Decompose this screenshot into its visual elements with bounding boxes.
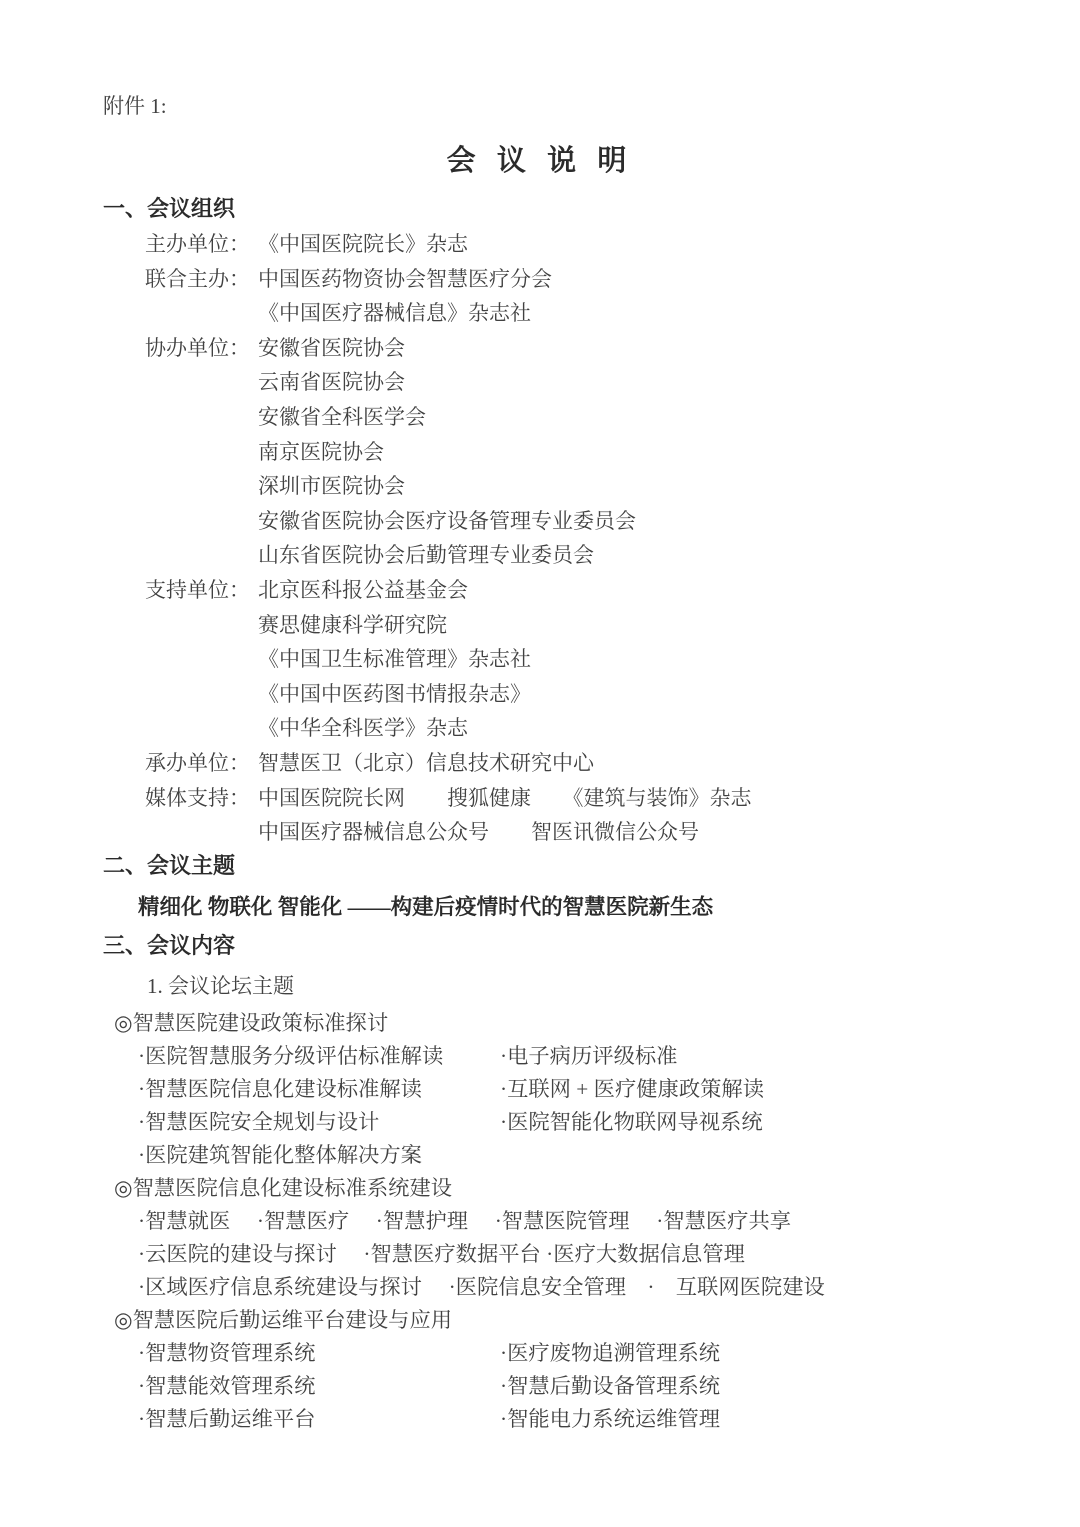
conference-theme: 精细化 物联化 智能化 ——构建后疫情时代的智慧医院新生态 — [138, 894, 714, 919]
topic-item — [500, 1139, 1080, 1172]
topic-item: ·医疗废物追溯管理系统 — [500, 1340, 721, 1365]
organization-list — [145, 227, 1080, 850]
organizer-name: 智慧医卫（北京）信息技术研究中心 — [258, 750, 594, 775]
section-content — [0, 933, 1080, 1436]
topic-item: ·智慧后勤设备管理系统 — [500, 1373, 721, 1398]
topic-item: ·智能电力系统运维管理 — [500, 1406, 721, 1431]
section-organization — [0, 196, 1080, 850]
organizer-row — [145, 227, 1080, 262]
organizer-name: 《中国中医药图书情报杂志》 — [258, 681, 531, 706]
topic-item: ·智慧医院安全规划与设计 — [138, 1109, 380, 1134]
topic-group — [114, 1007, 1080, 1172]
organizer-name: 《中华全科医学》杂志 — [258, 716, 468, 741]
organizer-name: 北京医科报公益基金会 — [258, 577, 468, 602]
organizer-values — [258, 746, 1080, 781]
organizer-name: 安徽省全科医学会 — [258, 404, 426, 429]
topic-row — [138, 1106, 1080, 1139]
organizer-name: 深圳市医院协会 — [258, 474, 405, 499]
topic-groups — [114, 1007, 1080, 1436]
organizer-values — [258, 573, 1080, 746]
organizer-row — [145, 262, 1080, 331]
organizer-values — [258, 262, 1080, 331]
topic-row — [138, 1403, 1080, 1436]
organizer-name: 安徽省医院协会 — [258, 335, 405, 360]
topic-row: ·云医院的建设与探讨 ·智慧医疗数据平台 ·医疗大数据信息管理 — [138, 1241, 745, 1266]
organizer-name: 安徽省医院协会医疗设备管理专业委员会 — [258, 508, 636, 533]
organizer-row — [145, 573, 1080, 746]
topic-row — [138, 1337, 1080, 1370]
section-theme — [0, 853, 1080, 925]
topic-row: ·智慧就医 ·智慧医疗 ·智慧护理 ·智慧医院管理 ·智慧医疗共享 — [138, 1208, 792, 1233]
organizer-role-label: 承办单位： — [145, 750, 250, 775]
topic-item: ·电子病历评级标准 — [500, 1043, 678, 1068]
topic-item: ·智慧后勤运维平台 — [138, 1406, 316, 1431]
organizer-name: 《中国卫生标准管理》杂志社 — [258, 647, 531, 672]
topic-row — [138, 1370, 1080, 1403]
topic-item: ·智慧医院信息化建设标准解读 — [138, 1076, 422, 1101]
organizer-values — [258, 781, 1080, 850]
organizer-role-label: 联合主办： — [145, 266, 250, 291]
topic-item: ·医院智能化物联网导视系统 — [500, 1109, 763, 1134]
theme-heading: 二、会议主题 — [103, 852, 236, 878]
topic-row — [138, 1139, 1080, 1172]
organizer-name: 云南省医院协会 — [258, 370, 405, 395]
topic-item: ·医院智慧服务分级评估标准解读 — [138, 1043, 444, 1068]
topic-item: ·互联网 + 医疗健康政策解读 — [500, 1076, 765, 1101]
organizer-values — [258, 227, 1080, 262]
topic-group-title: ◎智慧医院后勤运维平台建设与应用 — [114, 1307, 453, 1332]
organization-heading: 一、会议组织 — [103, 196, 236, 221]
organizer-row — [145, 331, 1080, 573]
topic-row — [138, 1073, 1080, 1106]
attachment-label: 附件 1: — [103, 94, 167, 118]
document-title: 会 议 说 明 — [446, 145, 634, 177]
topic-item: ·智慧能效管理系统 — [138, 1373, 316, 1398]
organizer-name: 中国医院院长网 搜狐健康 《建筑与装饰》杂志 — [258, 785, 752, 810]
topic-item: ·医院建筑智能化整体解决方案 — [138, 1142, 422, 1167]
organizer-role-label: 媒体支持： — [145, 785, 250, 810]
organizer-role-label: 主办单位： — [145, 232, 250, 256]
organizer-row — [145, 781, 1080, 850]
topic-group-title: ◎智慧医院建设政策标准探讨 — [114, 1010, 389, 1035]
organizer-name: 《中国医疗器械信息》杂志社 — [258, 301, 531, 326]
organizer-name: 山东省医院协会后勤管理专业委员会 — [258, 543, 594, 568]
organizer-name: 中国医疗器械信息公众号 智医讯微信公众号 — [258, 820, 699, 845]
organizer-name: 南京医院协会 — [258, 439, 384, 464]
topic-row — [138, 1040, 1080, 1073]
organizer-row — [145, 746, 1080, 781]
organizer-name: 中国医药物资协会智慧医疗分会 — [258, 266, 552, 291]
organizer-name: 赛思健康科学研究院 — [258, 612, 447, 637]
content-heading: 三、会议内容 — [103, 932, 236, 958]
forum-topics-subheading: 1. 会议论坛主题 — [147, 973, 294, 998]
organizer-name: 《中国医院院长》杂志 — [258, 232, 468, 256]
topic-item: ·智慧物资管理系统 — [138, 1340, 316, 1365]
topic-group-title: ◎智慧医院信息化建设标准系统建设 — [114, 1175, 453, 1200]
organizer-values — [258, 331, 1080, 573]
topic-row: ·区域医疗信息系统建设与探讨 ·医院信息安全管理 · 互联网医院建设 — [138, 1274, 825, 1299]
organizer-role-label: 协办单位： — [145, 335, 250, 360]
organizer-role-label: 支持单位： — [145, 577, 250, 602]
topic-group — [114, 1172, 1080, 1304]
topic-group — [114, 1304, 1080, 1436]
